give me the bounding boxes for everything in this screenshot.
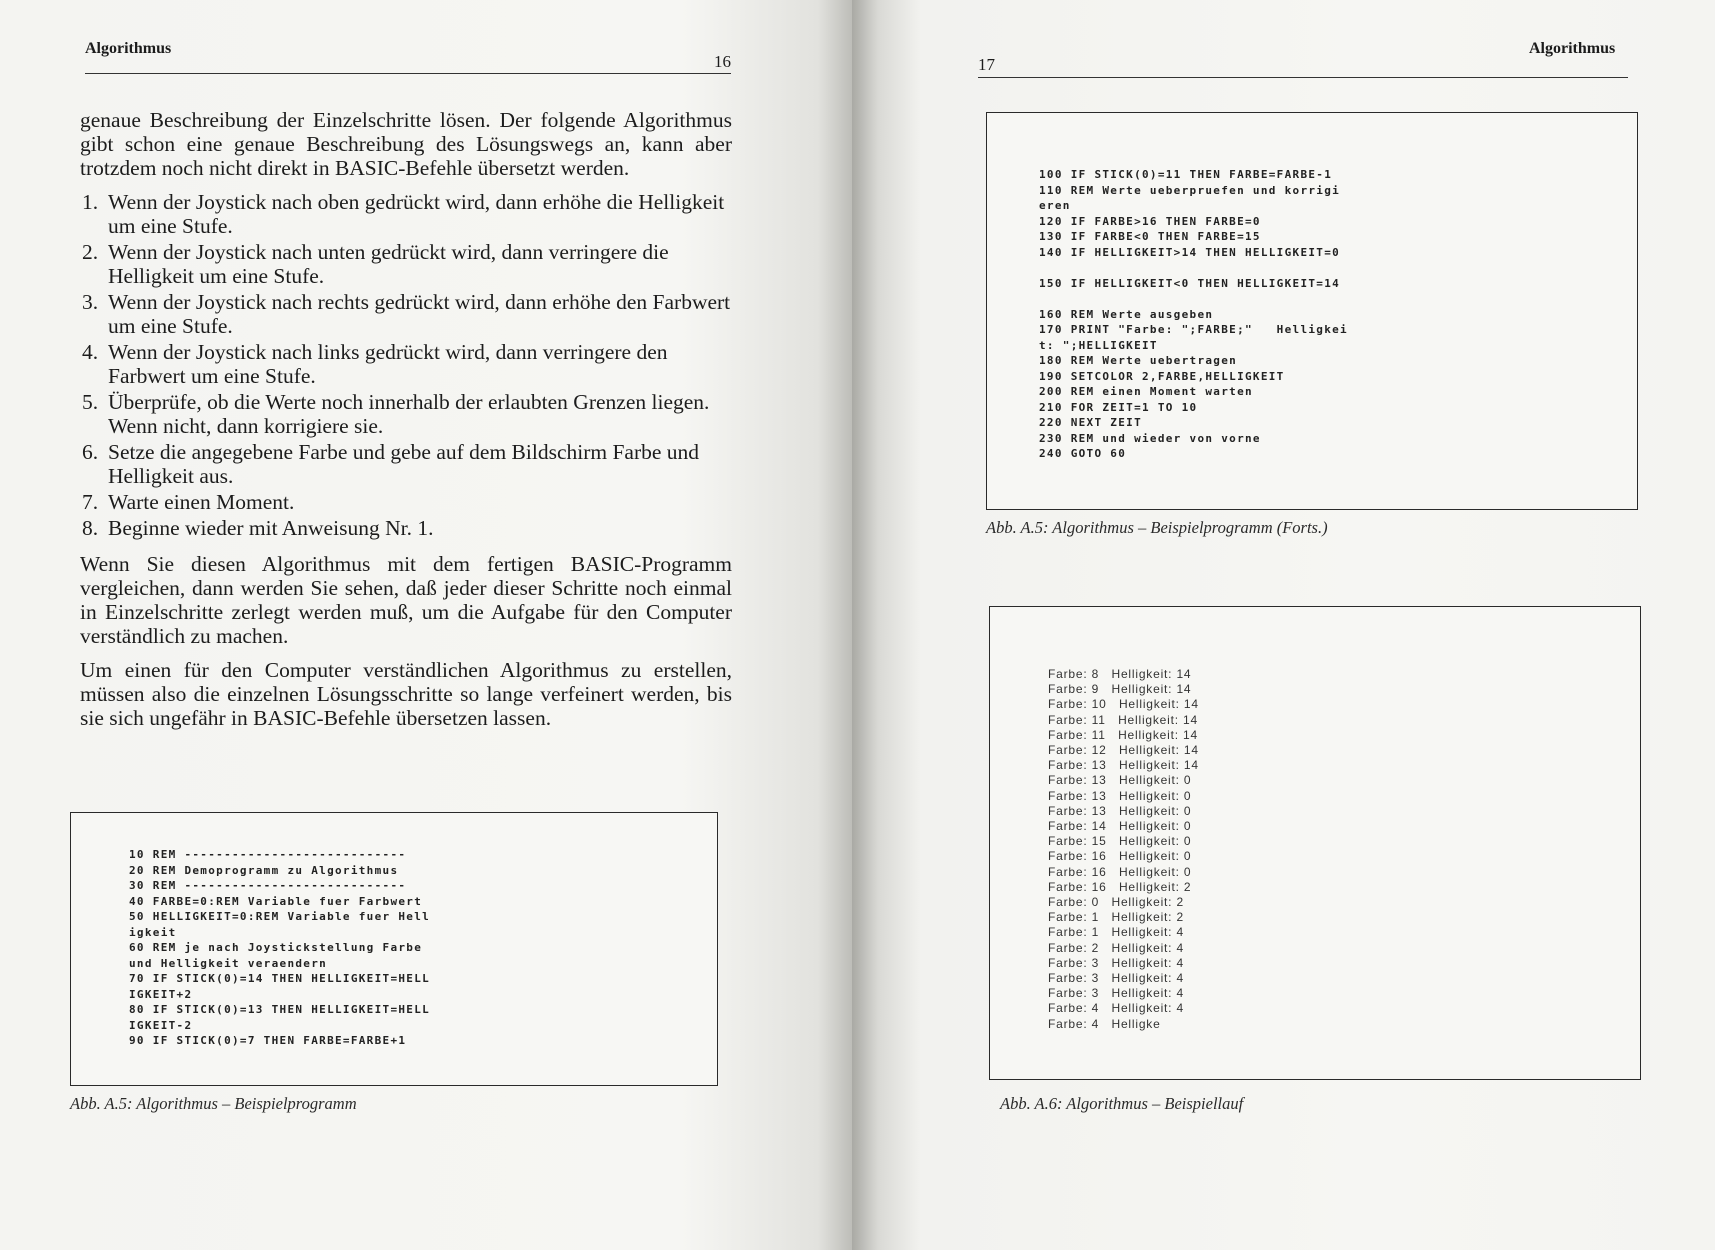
algorithm-step bbox=[80, 440, 732, 488]
step-number: 1. bbox=[82, 190, 99, 214]
header-rule bbox=[85, 73, 731, 74]
algorithm-step bbox=[80, 490, 732, 514]
step-number: 8. bbox=[82, 516, 99, 540]
paragraph: Wenn Sie diesen Algorithmus mit dem fertigen BASIC-Programm vergleichen, dann werden Sie sehen, daß jeder dieser Schritte noch einmal in Einzelschritte zerlegt werden muß, um die Aufgabe für den Computer verständlich zu machen. bbox=[80, 552, 732, 648]
step-number: 7. bbox=[82, 490, 99, 514]
output-listing: Farbe: 8 Helligkeit: 14 Farbe: 9 Helligkeit: 14 Farbe: 10 Helligkeit: 14 Farbe: 11 Helligkeit: 14 Farbe: 11 Helligkeit: 14 Farbe: 12 Helligkeit: 14 Farbe: 13 Helligkeit: 14 Farbe: 13 Helligkeit: 0 Farbe: 13 Helligkeit: 0 Farbe: 13 Helligkeit: 0 Farbe: 14 Helligkeit: 0 Farbe: 15 Helligkeit: 0 Farbe: 16 Helligkeit: 0 Farbe: 16 Helligkeit: 0 Farbe: 16 Helligkeit: 2 Farbe: 0 Helligkeit: 2 Farbe: 1 Helligkeit: 2 Farbe: 1 Helligkeit: 4 Farbe: 2 Helligkeit: 4 Farbe: 3 Helligkeit: 4 Farbe: 3 Helligkeit: 4 Farbe: 3 Helligkeit: 4 Farbe: 4 Helligkeit: 4 Farbe: 4 Helligke bbox=[1048, 667, 1199, 1031]
figure-caption: Abb. A.5: Algorithmus – Beispielprogramm bbox=[70, 1094, 357, 1113]
code-listing: 10 REM ---------------------------- 20 REM Demoprogramm zu Algorithmus 30 REM ---------------------------- 40 FARBE=0:REM Variable fuer Farbwert 50 HELLIGKEIT=0:REM Variable fuer Hell igkeit 60 REM je nach Joystickstellung Farbe und Helligkeit veraendern 70 IF STICK(0)=14 THEN HELLIGKEIT=HELL IGKEIT+2 80 IF STICK(0)=13 THEN HELLIGKEIT=HELL IGKEIT-2 90 IF STICK(0)=7 THEN FARBE=FARBE+1 bbox=[129, 848, 431, 1047]
header-rule bbox=[978, 77, 1628, 78]
step-text: Überprüfe, ob die Werte noch innerhalb der erlaubten Grenzen liegen. Wenn nicht, dann korrigiere sie. bbox=[108, 390, 710, 438]
figure-caption: Abb. A.6: Algorithmus – Beispiellauf bbox=[1000, 1094, 1244, 1113]
step-text: Setze die angegebene Farbe und gebe auf dem Bildschirm Farbe und Helligkeit aus. bbox=[108, 440, 700, 488]
running-header-title: Algorithmus bbox=[85, 40, 172, 57]
page-number: 17 bbox=[978, 55, 995, 74]
figure-caption: Abb. A.5: Algorithmus – Beispielprogramm (Forts.) bbox=[986, 518, 1328, 537]
step-number: 5. bbox=[82, 390, 99, 414]
step-text: Wenn der Joystick nach unten gedrückt wird, dann verringere die Helligkeit um eine Stufe. bbox=[108, 240, 669, 288]
algorithm-step bbox=[80, 390, 732, 438]
step-text: Beginne wieder mit Anweisung Nr. 1. bbox=[108, 516, 434, 540]
algorithm-step bbox=[80, 240, 732, 288]
step-text: Wenn der Joystick nach rechts gedrückt wird, dann erhöhe den Farbwert um eine Stufe. bbox=[108, 290, 731, 338]
page-number: 16 bbox=[714, 52, 731, 71]
algorithm-step bbox=[80, 340, 732, 388]
step-number: 6. bbox=[82, 440, 99, 464]
step-text: Wenn der Joystick nach links gedrückt wird, dann verringere den Farbwert um eine Stufe. bbox=[108, 340, 668, 388]
paragraph: Um einen für den Computer verständlichen Algorithmus zu erstellen, müssen also die einzelnen Lösungsschritte so lange verfeinert werden, bis sie sich ungefähr in BASIC-Befehle übersetzen lassen. bbox=[80, 658, 732, 730]
program-output-frame bbox=[989, 606, 1641, 1080]
algorithm-steps-list bbox=[80, 190, 732, 540]
step-text: Warte einen Moment. bbox=[108, 490, 295, 514]
body-text bbox=[80, 108, 732, 740]
algorithm-step bbox=[80, 190, 732, 238]
algorithm-step bbox=[80, 290, 732, 338]
program-listing-frame bbox=[986, 112, 1638, 510]
running-header-title: Algorithmus bbox=[1529, 40, 1616, 57]
left-page bbox=[0, 0, 852, 1250]
right-page bbox=[852, 0, 1715, 1250]
program-listing-frame bbox=[70, 812, 718, 1086]
step-number: 2. bbox=[82, 240, 99, 264]
step-number: 4. bbox=[82, 340, 99, 364]
step-number: 3. bbox=[82, 290, 99, 314]
intro-paragraph: genaue Beschreibung der Einzelschritte lösen. Der folgende Algorithmus gibt schon eine genaue Beschreibung des Lösungswegs an, kann aber trotzdem noch nicht direkt in BASIC-Befehle übersetzt werden. bbox=[80, 108, 732, 180]
algorithm-step bbox=[80, 516, 732, 540]
code-listing: 100 IF STICK(0)=11 THEN FARBE=FARBE-1 110 REM Werte ueberpruefen und korrigi eren 120 IF FARBE>16 THEN FARBE=0 130 IF FARBE<0 THEN FARBE=15 140 IF HELLIGKEIT>14 THEN HELLIGKEIT=0 150 IF HELLIGKEIT<0 THEN HELLIGKEIT=14 160 REM Werte ausgeben 170 PRINT "Farbe: ";FARBE;" Helligkei t: ";HELLIGKEIT 180 REM Werte uebertragen 190 SETCOLOR 2,FARBE,HELLIGKEIT 200 REM einen Moment warten 210 FOR ZEIT=1 TO 10 220 NEXT ZEIT 230 REM und wieder von vorne 240 GOTO 60 bbox=[1039, 168, 1348, 460]
step-text: Wenn der Joystick nach oben gedrückt wird, dann erhöhe die Helligkeit um eine Stufe. bbox=[108, 190, 725, 238]
